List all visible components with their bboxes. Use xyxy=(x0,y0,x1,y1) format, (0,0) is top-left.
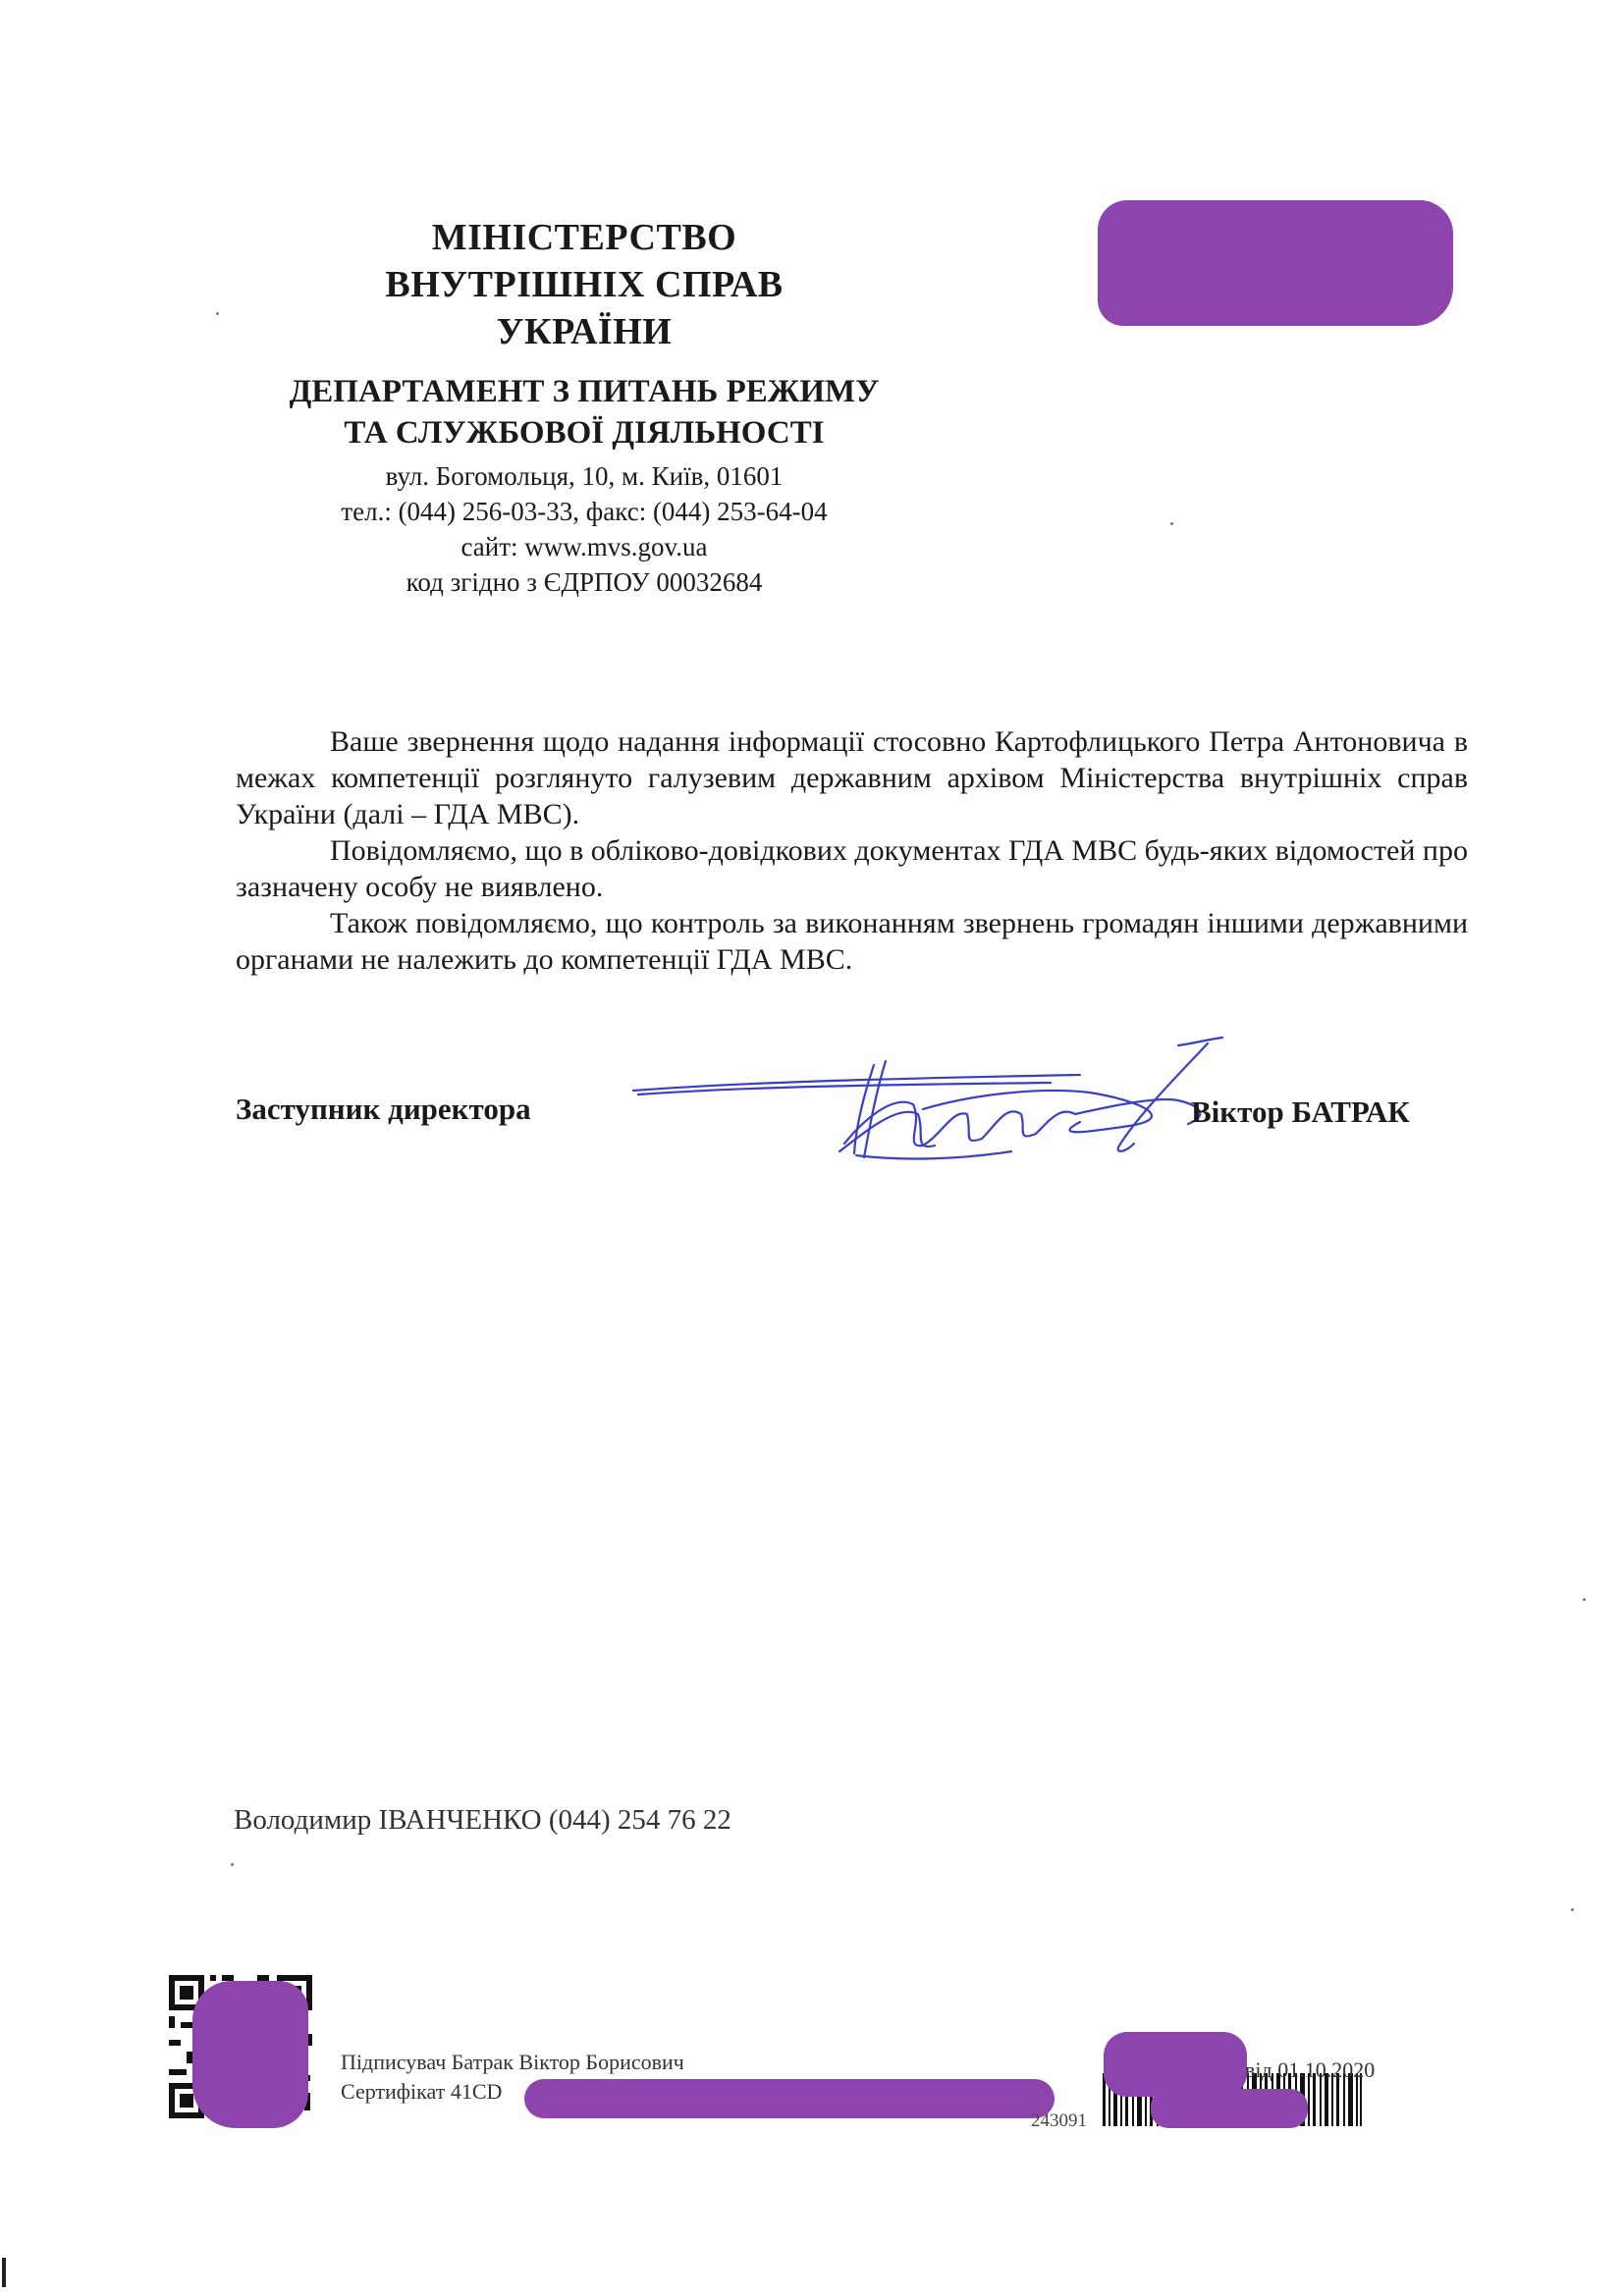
handwritten-signature xyxy=(628,1036,1237,1173)
ministry-name-line-2: ВНУТРІШНІХ СПРАВ xyxy=(385,264,784,305)
redaction-addressee xyxy=(1098,200,1453,326)
certificate-signer: Підписувач Батрак Віктор Борисович xyxy=(341,2050,684,2074)
signatory-title: Заступник директора xyxy=(236,1092,531,1126)
scan-speck xyxy=(231,1863,234,1866)
edrpou-code: код згідно з ЄДРПОУ 00032684 xyxy=(406,567,763,597)
redaction-qr xyxy=(192,1981,308,2128)
redaction-certificate-id xyxy=(524,2079,1055,2118)
barcode-number: 243091 xyxy=(1031,2110,1087,2131)
redaction-barcode xyxy=(1151,2089,1308,2128)
scan-speck xyxy=(1583,1598,1586,1601)
department-name-line-2: ТА СЛУЖБОВОЇ ДІЯЛЬНОСТІ xyxy=(344,415,825,451)
ministry-name-line-1: МІНІСТЕРСТВО xyxy=(431,217,737,258)
scan-speck xyxy=(216,312,219,315)
body-paragraph-3: Також повідомляємо, що контроль за виконанням звернень громадян іншими державними органами не належить до компетенції ГДА МВС. xyxy=(236,907,1468,976)
certificate-id: Сертифікат 41CD xyxy=(341,2079,503,2104)
letter-body xyxy=(236,723,1468,978)
department-name-line-1: ДЕПАРТАМЕНТ З ПИТАНЬ РЕЖИМУ xyxy=(289,374,880,409)
phone-fax: тел.: (044) 256-03-33, факс: (044) 253-64-04 xyxy=(341,497,828,526)
scan-edge-mark xyxy=(2,2258,6,2287)
scan-speck xyxy=(1571,1908,1574,1911)
body-paragraph-1: Ваше звернення щодо надання інформації стосовно Картофлицького Петра Антоновича в межах компетенції розглянуто галузевим державним архівом Міністерства внутрішніх справ України (далі – ГДА МВС). xyxy=(236,725,1468,830)
address: вул. Богомольця, 10, м. Київ, 01601 xyxy=(385,461,784,491)
signatory-name: Віктор БАТРАК xyxy=(1191,1095,1410,1129)
executor-contact: Володимир ІВАНЧЕНКО (044) 254 76 22 xyxy=(234,1804,731,1836)
redaction-registration-number xyxy=(1104,2032,1247,2097)
certificate-date: від 01.10.2020 xyxy=(1245,2057,1376,2082)
scan-speck xyxy=(1170,522,1173,525)
ministry-name-line-3: УКРАЇНИ xyxy=(496,311,673,352)
website: сайт: www.mvs.gov.ua xyxy=(460,532,708,561)
body-paragraph-2: Повідомляємо, що в обліково-довідкових документах ГДА МВС будь-яких відомостей про зазначену особу не виявлено. xyxy=(236,834,1468,903)
